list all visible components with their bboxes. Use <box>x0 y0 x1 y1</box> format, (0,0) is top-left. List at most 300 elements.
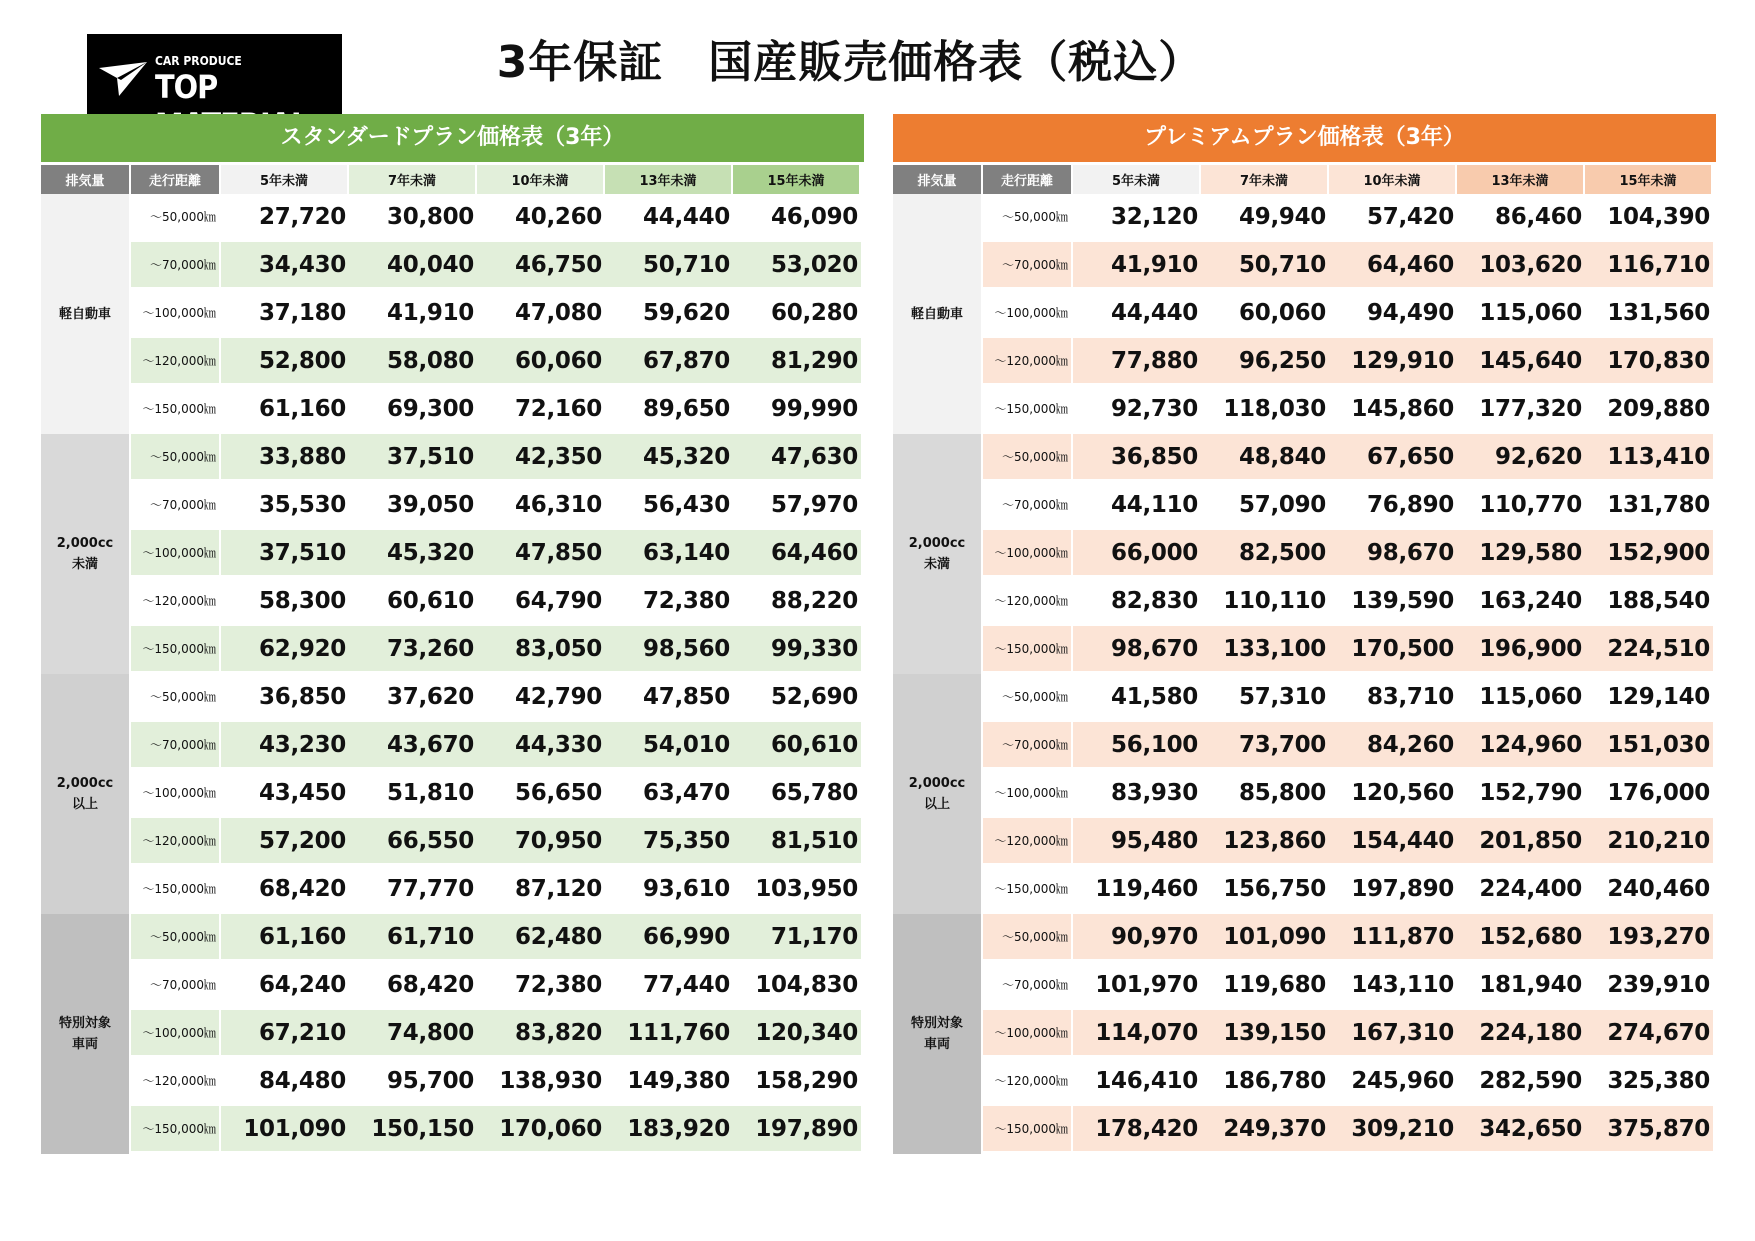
price-cell: 83,710 <box>1329 674 1457 722</box>
header-year-1: 7年未満 <box>349 165 477 194</box>
price-cell: 60,610 <box>349 578 477 626</box>
table-row <box>893 674 1713 722</box>
price-cell: 143,110 <box>1329 962 1457 1010</box>
price-cell: 41,580 <box>1073 674 1201 722</box>
mileage-cell: ～70,000㎞ <box>131 962 221 1010</box>
price-cell: 98,560 <box>605 626 733 674</box>
mileage-cell: ～70,000㎞ <box>131 242 221 290</box>
price-cell: 193,270 <box>1585 914 1713 962</box>
price-cell: 44,440 <box>605 194 733 242</box>
price-cell: 77,770 <box>349 866 477 914</box>
price-cell: 116,710 <box>1585 242 1713 290</box>
price-cell: 60,610 <box>733 722 861 770</box>
price-cell: 309,210 <box>1329 1106 1457 1154</box>
brand-name: TOP <box>155 68 218 106</box>
price-cell: 63,470 <box>605 770 733 818</box>
premium-price-table <box>893 165 1713 1154</box>
price-cell: 51,810 <box>349 770 477 818</box>
price-cell: 67,210 <box>221 1010 349 1058</box>
table-row <box>41 482 861 530</box>
table-row <box>893 866 1713 914</box>
table-row <box>41 1058 861 1106</box>
mileage-cell: ～120,000㎞ <box>983 1058 1073 1106</box>
price-cell: 92,620 <box>1457 434 1585 482</box>
price-cell: 131,560 <box>1585 290 1713 338</box>
price-cell: 282,590 <box>1457 1058 1585 1106</box>
price-cell: 152,790 <box>1457 770 1585 818</box>
mileage-cell: ～120,000㎞ <box>131 818 221 866</box>
mileage-cell: ～150,000㎞ <box>983 626 1073 674</box>
price-cell: 72,380 <box>605 578 733 626</box>
mileage-cell: ～50,000㎞ <box>983 674 1073 722</box>
price-cell: 69,300 <box>349 386 477 434</box>
price-cell: 150,150 <box>349 1106 477 1154</box>
price-cell: 186,780 <box>1201 1058 1329 1106</box>
mileage-cell: ～100,000㎞ <box>131 1010 221 1058</box>
price-cell: 50,710 <box>1201 242 1329 290</box>
price-cell: 82,500 <box>1201 530 1329 578</box>
price-cell: 120,560 <box>1329 770 1457 818</box>
price-cell: 96,250 <box>1201 338 1329 386</box>
price-cell: 245,960 <box>1329 1058 1457 1106</box>
table-row <box>41 1106 861 1154</box>
price-cell: 181,940 <box>1457 962 1585 1010</box>
price-cell: 129,140 <box>1585 674 1713 722</box>
price-cell: 139,590 <box>1329 578 1457 626</box>
price-cell: 115,060 <box>1457 674 1585 722</box>
price-cell: 110,110 <box>1201 578 1329 626</box>
price-cell: 224,180 <box>1457 1010 1585 1058</box>
table-row <box>41 674 861 722</box>
price-cell: 210,210 <box>1585 818 1713 866</box>
price-cell: 325,380 <box>1585 1058 1713 1106</box>
price-cell: 342,650 <box>1457 1106 1585 1154</box>
price-cell: 119,680 <box>1201 962 1329 1010</box>
price-cell: 61,160 <box>221 386 349 434</box>
mileage-cell: ～50,000㎞ <box>131 194 221 242</box>
table-row <box>893 194 1713 242</box>
price-cell: 66,990 <box>605 914 733 962</box>
table-row <box>41 914 861 962</box>
price-cell: 131,780 <box>1585 482 1713 530</box>
table-row <box>893 578 1713 626</box>
header-displacement: 排気量 <box>893 165 983 194</box>
table-row <box>41 866 861 914</box>
price-cell: 58,300 <box>221 578 349 626</box>
price-cell: 43,450 <box>221 770 349 818</box>
mileage-cell: ～150,000㎞ <box>983 1106 1073 1154</box>
price-cell: 104,390 <box>1585 194 1713 242</box>
price-cell: 59,620 <box>605 290 733 338</box>
price-cell: 115,060 <box>1457 290 1585 338</box>
table-row <box>41 578 861 626</box>
price-cell: 37,510 <box>349 434 477 482</box>
mileage-cell: ～120,000㎞ <box>131 578 221 626</box>
mileage-cell: ～70,000㎞ <box>131 482 221 530</box>
price-cell: 67,650 <box>1329 434 1457 482</box>
premium-plan-title: プレミアムプラン価格表（3年） <box>893 114 1716 162</box>
price-cell: 40,260 <box>477 194 605 242</box>
price-cell: 99,990 <box>733 386 861 434</box>
price-cell: 85,800 <box>1201 770 1329 818</box>
price-cell: 120,340 <box>733 1010 861 1058</box>
price-cell: 62,920 <box>221 626 349 674</box>
price-cell: 123,860 <box>1201 818 1329 866</box>
price-cell: 57,420 <box>1329 194 1457 242</box>
price-cell: 209,880 <box>1585 386 1713 434</box>
price-cell: 75,350 <box>605 818 733 866</box>
table-row <box>41 1010 861 1058</box>
price-cell: 101,090 <box>1201 914 1329 962</box>
price-cell: 178,420 <box>1073 1106 1201 1154</box>
table-row <box>41 194 861 242</box>
price-cell: 81,290 <box>733 338 861 386</box>
price-cell: 57,090 <box>1201 482 1329 530</box>
header-year-2: 10年未満 <box>477 165 605 194</box>
price-cell: 44,440 <box>1073 290 1201 338</box>
premium-plan-panel <box>893 114 1716 1154</box>
header-year-3: 13年未満 <box>1457 165 1585 194</box>
mileage-cell: ～100,000㎞ <box>983 770 1073 818</box>
page-title: 3年保証 国産販売価格表（税込） <box>496 37 1204 88</box>
price-cell: 146,410 <box>1073 1058 1201 1106</box>
price-cell: 66,000 <box>1073 530 1201 578</box>
table-row <box>41 386 861 434</box>
price-cell: 84,260 <box>1329 722 1457 770</box>
category-cell: 軽自動車 <box>893 194 983 434</box>
price-cell: 119,460 <box>1073 866 1201 914</box>
price-cell: 118,030 <box>1201 386 1329 434</box>
price-cell: 64,790 <box>477 578 605 626</box>
table-row <box>41 242 861 290</box>
price-cell: 95,700 <box>349 1058 477 1106</box>
price-cell: 36,850 <box>221 674 349 722</box>
price-cell: 87,120 <box>477 866 605 914</box>
price-cell: 224,510 <box>1585 626 1713 674</box>
table-row <box>893 242 1713 290</box>
price-cell: 42,790 <box>477 674 605 722</box>
category-cell: 特別対象 車両 <box>41 914 131 1154</box>
price-cell: 84,480 <box>221 1058 349 1106</box>
header-year-4: 15年未満 <box>733 165 861 194</box>
price-cell: 196,900 <box>1457 626 1585 674</box>
price-cell: 110,770 <box>1457 482 1585 530</box>
price-cell: 41,910 <box>1073 242 1201 290</box>
header-year-0: 5年未満 <box>1073 165 1201 194</box>
header-year-1: 7年未満 <box>1201 165 1329 194</box>
price-cell: 139,150 <box>1201 1010 1329 1058</box>
mileage-cell: ～120,000㎞ <box>983 578 1073 626</box>
price-cell: 76,890 <box>1329 482 1457 530</box>
mileage-cell: ～70,000㎞ <box>131 722 221 770</box>
price-cell: 67,870 <box>605 338 733 386</box>
price-cell: 114,070 <box>1073 1010 1201 1058</box>
price-cell: 37,510 <box>221 530 349 578</box>
mileage-cell: ～100,000㎞ <box>131 530 221 578</box>
mileage-cell: ～100,000㎞ <box>983 530 1073 578</box>
table-row <box>893 1106 1713 1154</box>
price-cell: 57,200 <box>221 818 349 866</box>
mileage-cell: ～150,000㎞ <box>983 386 1073 434</box>
price-cell: 60,060 <box>1201 290 1329 338</box>
mileage-cell: ～50,000㎞ <box>983 914 1073 962</box>
price-cell: 154,440 <box>1329 818 1457 866</box>
price-cell: 138,930 <box>477 1058 605 1106</box>
price-cell: 61,160 <box>221 914 349 962</box>
header-year-2: 10年未満 <box>1329 165 1457 194</box>
price-cell: 111,870 <box>1329 914 1457 962</box>
price-cell: 47,850 <box>605 674 733 722</box>
mileage-cell: ～50,000㎞ <box>131 914 221 962</box>
category-cell: 軽自動車 <box>41 194 131 434</box>
price-cell: 151,030 <box>1585 722 1713 770</box>
standard-plan-panel <box>41 114 864 1154</box>
price-cell: 104,830 <box>733 962 861 1010</box>
price-cell: 274,670 <box>1585 1010 1713 1058</box>
price-cell: 82,830 <box>1073 578 1201 626</box>
price-cell: 98,670 <box>1073 626 1201 674</box>
price-cell: 43,230 <box>221 722 349 770</box>
price-cell: 188,540 <box>1585 578 1713 626</box>
price-cell: 42,350 <box>477 434 605 482</box>
mileage-cell: ～120,000㎞ <box>983 818 1073 866</box>
header-year-3: 13年未満 <box>605 165 733 194</box>
price-cell: 201,850 <box>1457 818 1585 866</box>
price-cell: 156,750 <box>1201 866 1329 914</box>
price-cell: 52,690 <box>733 674 861 722</box>
price-cell: 52,800 <box>221 338 349 386</box>
price-cell: 39,050 <box>349 482 477 530</box>
price-cell: 66,550 <box>349 818 477 866</box>
table-row <box>893 1010 1713 1058</box>
table-row <box>893 770 1713 818</box>
price-cell: 83,820 <box>477 1010 605 1058</box>
table-row <box>41 530 861 578</box>
table-row <box>41 962 861 1010</box>
brand-subtitle: CAR PRODUCE <box>155 54 242 68</box>
price-cell: 170,060 <box>477 1106 605 1154</box>
price-cell: 72,160 <box>477 386 605 434</box>
mileage-cell: ～150,000㎞ <box>131 626 221 674</box>
table-row <box>893 818 1713 866</box>
price-cell: 30,800 <box>349 194 477 242</box>
price-cell: 56,650 <box>477 770 605 818</box>
header-year-4: 15年未満 <box>1585 165 1713 194</box>
mileage-cell: ～70,000㎞ <box>983 962 1073 1010</box>
header-year-0: 5年未満 <box>221 165 349 194</box>
category-cell: 2,000cc 以上 <box>893 674 983 914</box>
price-cell: 86,460 <box>1457 194 1585 242</box>
mileage-cell: ～150,000㎞ <box>131 386 221 434</box>
price-cell: 176,000 <box>1585 770 1713 818</box>
price-cell: 94,490 <box>1329 290 1457 338</box>
mileage-cell: ～50,000㎞ <box>983 194 1073 242</box>
price-cell: 375,870 <box>1585 1106 1713 1154</box>
price-cell: 45,320 <box>605 434 733 482</box>
price-cell: 249,370 <box>1201 1106 1329 1154</box>
table-row <box>41 338 861 386</box>
mileage-cell: ～100,000㎞ <box>983 1010 1073 1058</box>
standard-price-table <box>41 165 861 1154</box>
price-cell: 57,310 <box>1201 674 1329 722</box>
mileage-cell: ～50,000㎞ <box>983 434 1073 482</box>
price-cell: 81,510 <box>733 818 861 866</box>
price-cell: 34,430 <box>221 242 349 290</box>
price-cell: 50,710 <box>605 242 733 290</box>
price-cell: 197,890 <box>1329 866 1457 914</box>
category-cell: 2,000cc 未満 <box>893 434 983 674</box>
brand-logo <box>87 34 342 118</box>
price-cell: 73,700 <box>1201 722 1329 770</box>
price-cell: 35,530 <box>221 482 349 530</box>
price-cell: 149,380 <box>605 1058 733 1106</box>
price-cell: 70,950 <box>477 818 605 866</box>
price-cell: 27,720 <box>221 194 349 242</box>
price-cell: 77,880 <box>1073 338 1201 386</box>
table-row <box>893 290 1713 338</box>
header-mileage: 走行距離 <box>131 165 221 194</box>
price-cell: 83,930 <box>1073 770 1201 818</box>
table-row <box>893 722 1713 770</box>
table-row <box>893 914 1713 962</box>
paper-plane-icon <box>97 58 149 98</box>
price-cell: 47,630 <box>733 434 861 482</box>
table-row <box>893 962 1713 1010</box>
category-cell: 特別対象 車両 <box>893 914 983 1154</box>
price-cell: 93,610 <box>605 866 733 914</box>
price-cell: 177,320 <box>1457 386 1585 434</box>
price-cell: 72,380 <box>477 962 605 1010</box>
price-cell: 98,670 <box>1329 530 1457 578</box>
price-cell: 41,910 <box>349 290 477 338</box>
price-cell: 101,970 <box>1073 962 1201 1010</box>
price-cell: 129,580 <box>1457 530 1585 578</box>
mileage-cell: ～70,000㎞ <box>983 482 1073 530</box>
mileage-cell: ～100,000㎞ <box>131 290 221 338</box>
price-cell: 49,940 <box>1201 194 1329 242</box>
price-cell: 77,440 <box>605 962 733 1010</box>
price-cell: 40,040 <box>349 242 477 290</box>
price-cell: 62,480 <box>477 914 605 962</box>
header-mileage: 走行距離 <box>983 165 1073 194</box>
price-cell: 37,180 <box>221 290 349 338</box>
price-cell: 68,420 <box>221 866 349 914</box>
table-row <box>893 338 1713 386</box>
table-row <box>41 770 861 818</box>
category-cell: 2,000cc 以上 <box>41 674 131 914</box>
price-cell: 73,260 <box>349 626 477 674</box>
price-cell: 163,240 <box>1457 578 1585 626</box>
price-cell: 57,970 <box>733 482 861 530</box>
price-cell: 48,840 <box>1201 434 1329 482</box>
price-cell: 152,900 <box>1585 530 1713 578</box>
table-row <box>893 1058 1713 1106</box>
price-cell: 95,480 <box>1073 818 1201 866</box>
mileage-cell: ～150,000㎞ <box>131 866 221 914</box>
price-cell: 47,080 <box>477 290 605 338</box>
price-cell: 103,620 <box>1457 242 1585 290</box>
table-row <box>893 482 1713 530</box>
mileage-cell: ～150,000㎞ <box>983 866 1073 914</box>
price-cell: 167,310 <box>1329 1010 1457 1058</box>
price-cell: 183,920 <box>605 1106 733 1154</box>
price-cell: 224,400 <box>1457 866 1585 914</box>
price-cell: 61,710 <box>349 914 477 962</box>
price-cell: 60,060 <box>477 338 605 386</box>
price-cell: 88,220 <box>733 578 861 626</box>
header-displacement: 排気量 <box>41 165 131 194</box>
price-cell: 56,100 <box>1073 722 1201 770</box>
price-cell: 44,110 <box>1073 482 1201 530</box>
table-row <box>893 530 1713 578</box>
price-cell: 64,460 <box>733 530 861 578</box>
price-cell: 158,290 <box>733 1058 861 1106</box>
price-cell: 90,970 <box>1073 914 1201 962</box>
mileage-cell: ～120,000㎞ <box>131 338 221 386</box>
table-row <box>41 722 861 770</box>
table-row <box>893 386 1713 434</box>
category-cell: 2,000cc 未満 <box>41 434 131 674</box>
price-cell: 44,330 <box>477 722 605 770</box>
price-cell: 37,620 <box>349 674 477 722</box>
price-cell: 99,330 <box>733 626 861 674</box>
price-cell: 152,680 <box>1457 914 1585 962</box>
price-cell: 101,090 <box>221 1106 349 1154</box>
price-cell: 92,730 <box>1073 386 1201 434</box>
table-row <box>893 434 1713 482</box>
table-row <box>41 626 861 674</box>
price-cell: 239,910 <box>1585 962 1713 1010</box>
price-cell: 89,650 <box>605 386 733 434</box>
price-cell: 58,080 <box>349 338 477 386</box>
price-cell: 56,430 <box>605 482 733 530</box>
mileage-cell: ～100,000㎞ <box>983 290 1073 338</box>
price-cell: 133,100 <box>1201 626 1329 674</box>
price-cell: 47,850 <box>477 530 605 578</box>
price-cell: 54,010 <box>605 722 733 770</box>
table-row <box>893 626 1713 674</box>
mileage-cell: ～50,000㎞ <box>131 674 221 722</box>
table-row <box>41 290 861 338</box>
price-cell: 111,760 <box>605 1010 733 1058</box>
price-cell: 71,170 <box>733 914 861 962</box>
price-cell: 170,830 <box>1585 338 1713 386</box>
price-cell: 63,140 <box>605 530 733 578</box>
table-row <box>41 818 861 866</box>
mileage-cell: ～70,000㎞ <box>983 242 1073 290</box>
price-cell: 129,910 <box>1329 338 1457 386</box>
price-cell: 53,020 <box>733 242 861 290</box>
mileage-cell: ～120,000㎞ <box>131 1058 221 1106</box>
table-row <box>41 434 861 482</box>
mileage-cell: ～150,000㎞ <box>131 1106 221 1154</box>
price-cell: 113,410 <box>1585 434 1713 482</box>
price-cell: 170,500 <box>1329 626 1457 674</box>
price-cell: 46,090 <box>733 194 861 242</box>
price-cell: 68,420 <box>349 962 477 1010</box>
price-cell: 197,890 <box>733 1106 861 1154</box>
price-cell: 46,750 <box>477 242 605 290</box>
price-cell: 124,960 <box>1457 722 1585 770</box>
price-cell: 65,780 <box>733 770 861 818</box>
price-cell: 240,460 <box>1585 866 1713 914</box>
standard-plan-title: スタンダードプラン価格表（3年） <box>41 114 864 162</box>
mileage-cell: ～100,000㎞ <box>131 770 221 818</box>
price-cell: 103,950 <box>733 866 861 914</box>
price-cell: 64,240 <box>221 962 349 1010</box>
price-cell: 32,120 <box>1073 194 1201 242</box>
price-cell: 33,880 <box>221 434 349 482</box>
